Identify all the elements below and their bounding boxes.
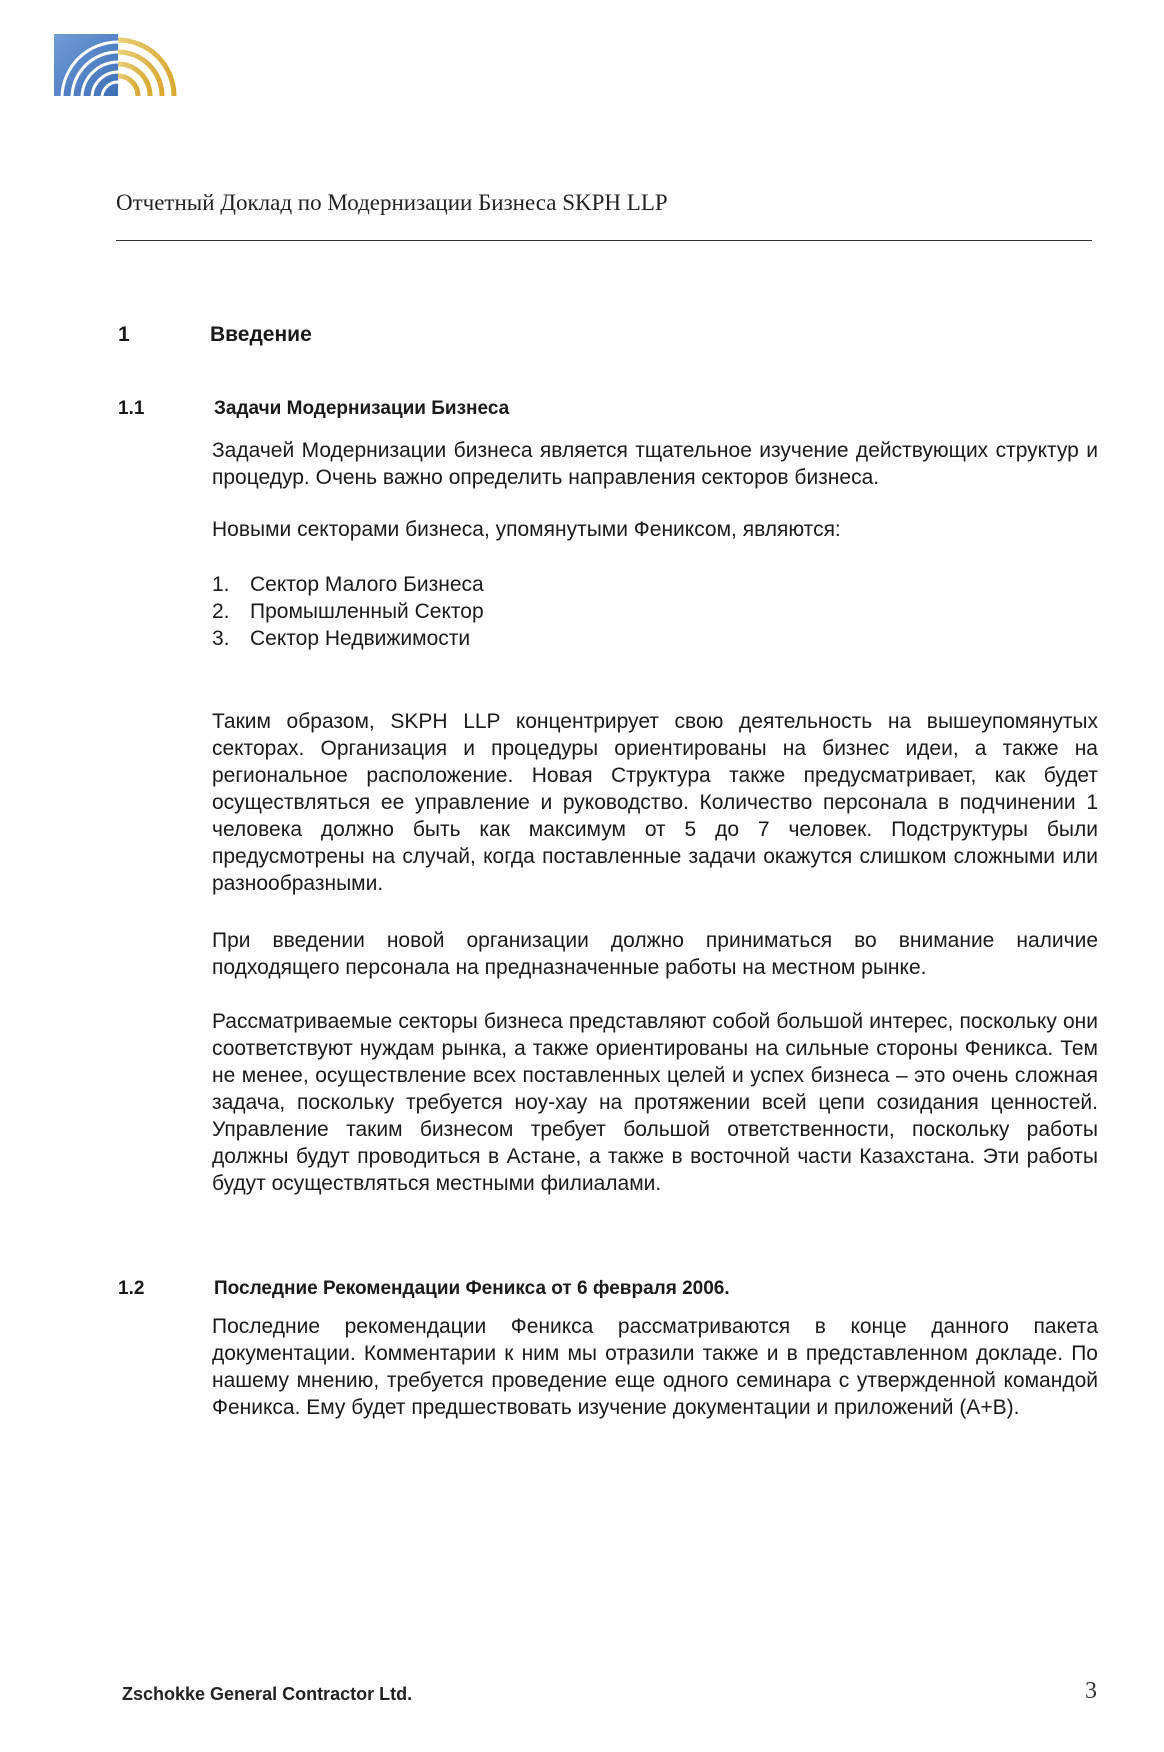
section-heading-1-1 <box>118 398 509 420</box>
list-item-text: Сектор Недвижимости <box>250 627 471 650</box>
page-number: 3 <box>1085 1678 1097 1704</box>
section-number: 1 <box>118 323 130 346</box>
section-heading-1-2 <box>118 1278 730 1300</box>
section-title: Введение <box>210 323 312 346</box>
list-item <box>212 598 484 625</box>
list-item-number: 2. <box>212 600 230 623</box>
paragraph: При введении новой организации должно приниматься во внимание наличие подходящего персонала на предназначенные работы на местном рынке. <box>212 929 1098 979</box>
paragraph: Таким образом, SKPH LLP концентрирует свою деятельность на вышеупомянутых секторах. Организация и процедуры ориентированы на бизнес идеи, а также на региональное расположение. Новая Структура также предусматривает, как будет осуществляться ее управление и руководство. Количество персонала в подчинении 1 человека должно быть как максимум от 5 до 7 человек. Подструктуры были предусмотрены на случай, когда поставленные задачи окажутся слишком сложными или разнообразными. <box>212 710 1098 895</box>
list-item-number: 3. <box>212 627 230 650</box>
header-divider <box>116 240 1092 241</box>
paragraph: Задачей Модернизации бизнеса является тщательное изучение действующих структур и процедур. Очень важно определить направления секторов бизнеса. <box>212 439 1098 489</box>
section-title: Последние Рекомендации Феникса от 6 февраля 2006. <box>214 1278 730 1299</box>
document-header-title: Отчетный Доклад по Модернизации Бизнеса SKPH LLP <box>116 190 668 215</box>
footer-company-name: Zschokke General Contractor Ltd. <box>122 1684 413 1704</box>
list-item-number: 1. <box>212 573 230 596</box>
list-item-text: Промышленный Сектор <box>250 600 484 623</box>
sector-list <box>212 571 484 652</box>
section-heading-1 <box>118 323 312 347</box>
list-item <box>212 625 484 652</box>
section-number: 1.1 <box>118 398 145 419</box>
paragraph: Последние рекомендации Феникса рассматриваются в конце данного пакета документации. Комментарии к ним мы отразили также и в представленном докладе. По нашему мнению, требуется проведение еще одного семинара с утвержденной командой Феникса. Ему будет предшествовать изучение документации и приложений (A+B). <box>212 1315 1098 1419</box>
paragraph: Новыми секторами бизнеса, упомянутыми Фениксом, являются: <box>212 518 841 541</box>
paragraph: Рассматриваемые секторы бизнеса представляют собой большой интерес, поскольку они соответствуют нуждам рынка, а также ориентированы на сильные стороны Феникса. Тем не менее, осуществление всех поставленных целей и успех бизнеса – это очень сложная задача, поскольку требуется ноу-хау на протяжении всей цепи созидания ценностей. Управление таким бизнесом требует большой ответственности, поскольку работы должны будут проводиться в Астане, а также в восточной части Казахстана. Эти работы будут осуществляться местными филиалами. <box>212 1010 1098 1195</box>
company-logo <box>54 32 182 98</box>
section-title: Задачи Модернизации Бизнеса <box>214 398 510 419</box>
list-item-text: Сектор Малого Бизнеса <box>250 573 484 596</box>
list-item <box>212 571 484 598</box>
section-number: 1.2 <box>118 1278 145 1299</box>
